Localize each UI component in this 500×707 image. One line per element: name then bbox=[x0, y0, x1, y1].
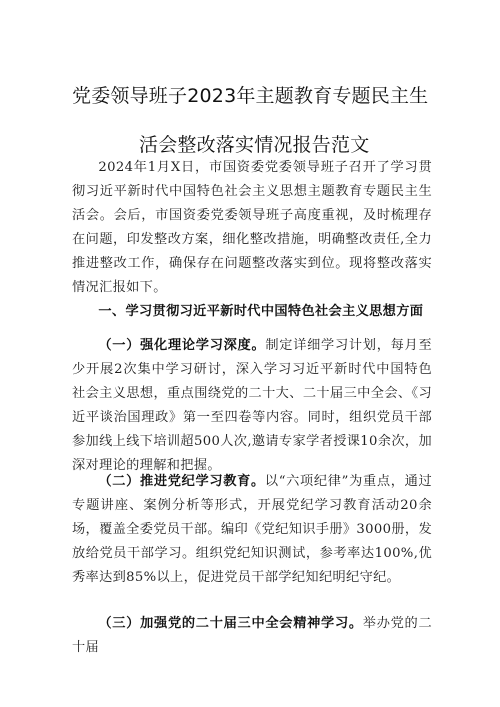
item-body-1: 制定详细学习计划，每月至少开展2次集中学习研讨，深入学习习近平新时代中国特色社会主义思想，重点围绕党的二十大、二十届三中全会、《习近平谈治国理政》第一至四卷等内容。同时，组织党员干部参加线上线下培训超500人次,邀请专家学者授课10余次，加深对理论的理解和把握。 bbox=[72, 338, 433, 474]
section-heading-text: 一、学习贯彻习近平新时代中国特色社会主义思想方面 bbox=[98, 304, 424, 319]
item-paragraph-1 bbox=[72, 334, 432, 479]
document-title-line-1: 党委领导班子2023年主题教育专题民主生 bbox=[72, 85, 429, 107]
section-heading bbox=[72, 300, 432, 324]
item-heading-1: （一）强化理论学习深度。 bbox=[98, 338, 266, 353]
item-heading-3: （三）加强党的二十届三中全会精神学习。 bbox=[98, 616, 363, 631]
item-paragraph-3 bbox=[72, 612, 432, 660]
intro-paragraph: 2024年1月X日，市国资委党委领导班子召开了学习贯彻习近平新时代中国特色社会主义思想主题教育专题民主生活会。会后，市国资委党委领导班子高度重视，及时梳理存在问题，印发整改方案，细化整改措施，明确整改责任,全力推进整改工作，确保存在问题整改落实到位。现将整改落实情况汇报如下。 bbox=[72, 160, 432, 296]
item-body-2: 以“六项纪律”为重点，通过专题讲座、案例分析等形式，开展党纪学习教育活动20余场，覆盖全委党员干部。编印《党纪知识手册》3000册，发放给党员干部学习。组织党纪知识测试，参考率达100%,优秀率达到85%以上，促进党员干部学纪知纪明纪守纪。 bbox=[72, 474, 432, 586]
document-title-line-2: 活会整改落实情况报告范文 bbox=[139, 134, 370, 156]
item-heading-2: （二）推进党纪学习教育。 bbox=[98, 474, 265, 489]
item-body-3: 举办党的二十届 bbox=[72, 616, 432, 656]
item-paragraph-2 bbox=[72, 470, 432, 590]
